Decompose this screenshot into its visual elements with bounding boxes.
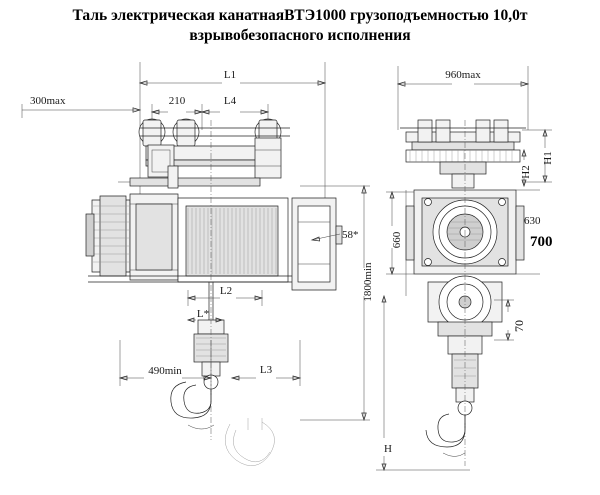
dim-label-58: 58*: [342, 229, 359, 241]
trolley-assembly: [118, 119, 290, 188]
dim-label-300max: 300max: [30, 95, 66, 107]
title-line-1: Таль электрическая канатнаяВТЭ1000 грузоподъемностью 10,0т: [72, 7, 528, 24]
front-hook-block: [426, 276, 514, 457]
dim-label-H1: H1: [542, 151, 554, 165]
side-elevation-view: [22, 62, 370, 466]
dim-label-660: 660: [391, 231, 403, 249]
dim-label-960max: 960max: [445, 69, 481, 81]
front-elevation-view: [376, 66, 552, 470]
dim-label-700: 700: [530, 234, 553, 250]
dim-label-1800min: 1800min: [362, 262, 374, 302]
hoist-body: [86, 194, 342, 290]
dim-label-L1: L1: [223, 69, 237, 81]
title-line-2: взрывобезопасного исполнения: [189, 27, 411, 44]
front-trolley: [400, 120, 526, 188]
dim-label-L-star: L*: [196, 308, 210, 320]
dim-label-490min: 490min: [148, 365, 182, 377]
dim-label-L4: L4: [223, 95, 237, 107]
dim-label-L3: L3: [259, 364, 273, 376]
dim-label-210: 210: [168, 95, 186, 107]
dim-label-70: 70: [512, 320, 526, 332]
dim-label-L2: L2: [219, 285, 233, 297]
dim-label-H: H: [384, 443, 392, 455]
dim-label-630: 630: [524, 215, 541, 227]
dim-label-H2: H2: [520, 165, 532, 179]
